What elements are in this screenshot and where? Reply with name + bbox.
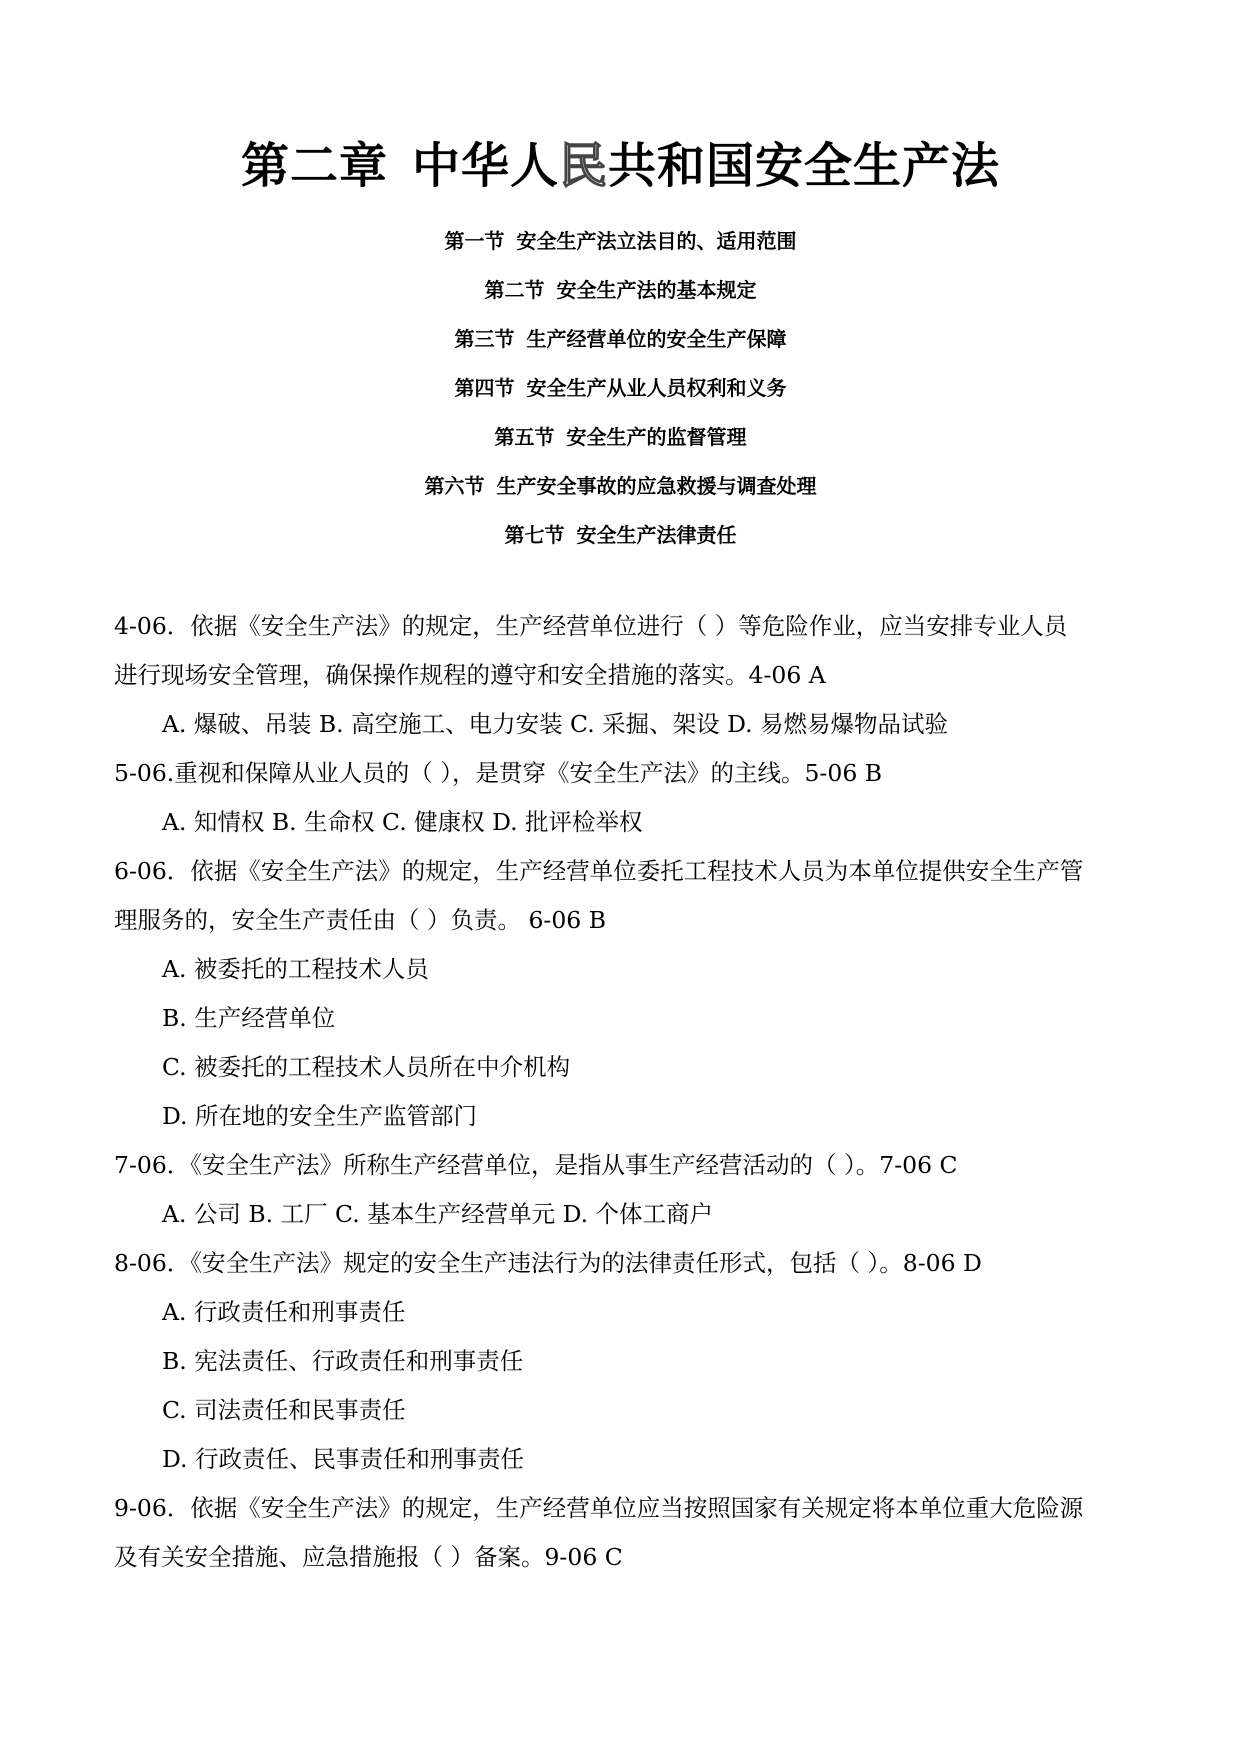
section-heading-7: [0, 514, 1241, 563]
question-4-line-2: 进行现场安全管理，确保操作规程的遵守和安全措施的落实。4-06 A: [114, 661, 826, 689]
question-8-option-a: A. 行政责任和刑事责任: [162, 1298, 406, 1326]
question-6-line-1: 6-06．依据《安全生产法》的规定，生产经营单位委托工程技术人员为本单位提供安全生产管: [114, 857, 1084, 885]
section-label: 第一节: [444, 229, 505, 253]
chapter-title-part-b: 共和国安全生产法: [608, 138, 1001, 194]
question-5-options: A. 知情权 B. 生命权 C. 健康权 D. 批评检举权: [162, 808, 643, 836]
section-list: [0, 220, 1241, 563]
question-9-line-1: 9-06．依据《安全生产法》的规定，生产经营单位应当按照国家有关规定将本单位重大危险源: [114, 1494, 1084, 1522]
section-label: 第四节: [454, 376, 515, 400]
question-8-option-b: B. 宪法责任、行政责任和刑事责任: [162, 1347, 524, 1375]
section-text: 生产安全事故的应急救援与调查处理: [496, 474, 817, 498]
section-label: 第七节: [504, 523, 565, 547]
question-6-option-d: D. 所在地的安全生产监管部门: [162, 1102, 477, 1130]
question-8-option-c: C. 司法责任和民事责任: [162, 1396, 406, 1424]
question-7-options: A. 公司 B. 工厂 C. 基本生产经营单元 D. 个体工商户: [162, 1200, 714, 1228]
chapter-title-outlined-char: 民: [559, 138, 609, 194]
chapter-title: [0, 136, 1241, 196]
section-text: 安全生产从业人员权利和义务: [526, 376, 787, 400]
section-label: 第六节: [424, 474, 485, 498]
section-text: 安全生产法律责任: [576, 523, 737, 547]
question-7-line-1: 7-06．《安全生产法》所称生产经营单位，是指从事生产经营活动的（ ）。7-06 C: [114, 1151, 958, 1179]
question-list: [114, 602, 1134, 1582]
question-8-line-1: 8-06．《安全生产法》规定的安全生产违法行为的法律责任形式，包括（ ）。8-06 D: [114, 1249, 982, 1277]
section-heading-1: [0, 220, 1241, 269]
chapter-title-part-a: 中华人: [411, 138, 559, 194]
question-8-option-d: D. 行政责任、民事责任和刑事责任: [162, 1445, 524, 1473]
chapter-number: 第二章: [240, 138, 388, 194]
question-5-line-1: 5-06.重视和保障从业人员的（ ），是贯穿《安全生产法》的主线。5-06 B: [114, 759, 883, 787]
section-heading-6: [0, 465, 1241, 514]
section-text: 安全生产法的基本规定: [556, 278, 757, 302]
section-heading-5: [0, 416, 1241, 465]
section-heading-3: [0, 318, 1241, 367]
section-label: 第五节: [494, 425, 555, 449]
section-heading-4: [0, 367, 1241, 416]
section-heading-2: [0, 269, 1241, 318]
question-4-options: A. 爆破、吊装 B. 高空施工、电力安装 C. 采掘、架设 D. 易燃易爆物品试验: [162, 710, 949, 738]
question-4-line-1: 4-06．依据《安全生产法》的规定，生产经营单位进行（ ）等危险作业，应当安排专业人员: [114, 612, 1068, 640]
question-9-line-2: 及有关安全措施、应急措施报（ ）备案。9-06 C: [114, 1543, 623, 1571]
question-6-line-2: 理服务的，安全生产责任由（ ）负责。 6-06 B: [114, 906, 606, 934]
section-label: 第三节: [454, 327, 515, 351]
section-label: 第二节: [484, 278, 545, 302]
section-text: 生产经营单位的安全生产保障: [526, 327, 787, 351]
question-6-option-b: B. 生产经营单位: [162, 1004, 336, 1032]
section-text: 安全生产的监督管理: [566, 425, 747, 449]
question-6-option-c: C. 被委托的工程技术人员所在中介机构: [162, 1053, 571, 1081]
section-text: 安全生产法立法目的、适用范围: [516, 229, 797, 253]
question-6-option-a: A. 被委托的工程技术人员: [162, 955, 429, 983]
